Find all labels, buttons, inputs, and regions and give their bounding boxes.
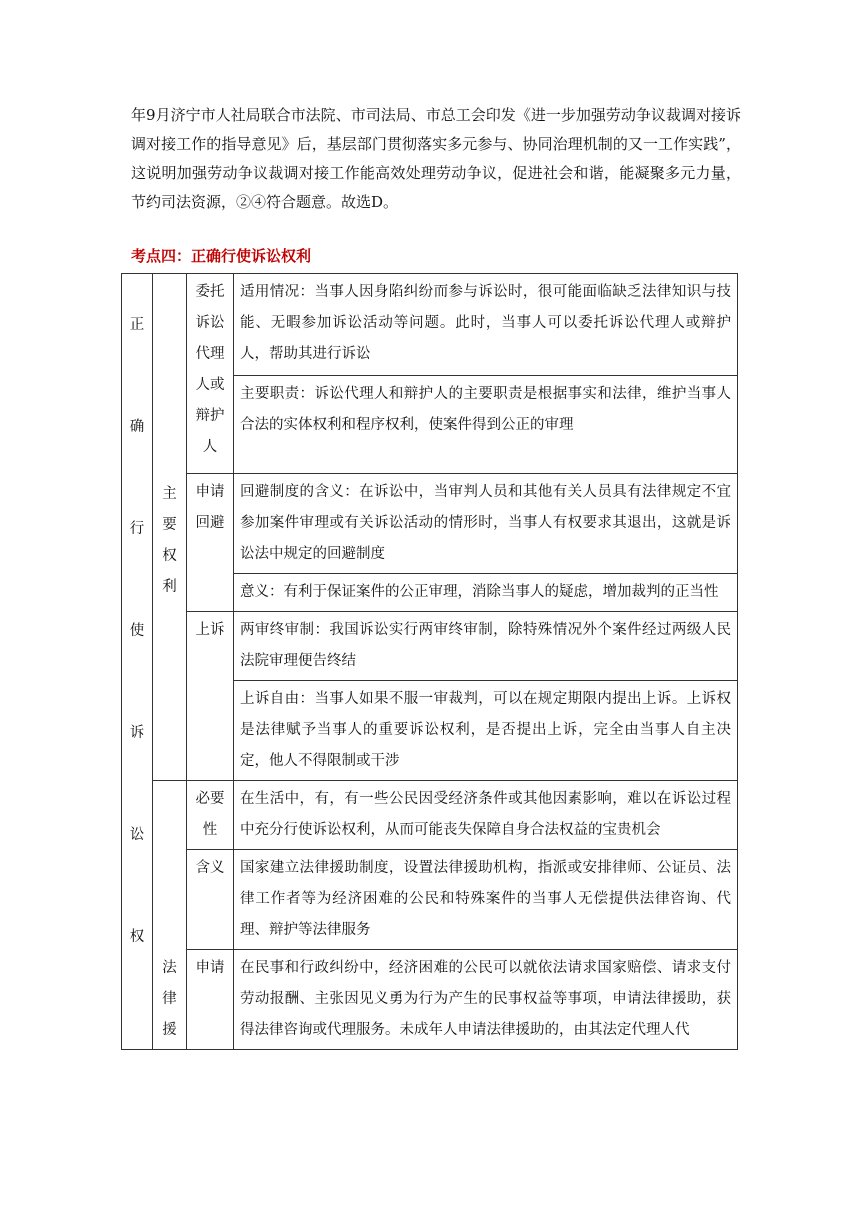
legal-aid-char: 援	[162, 1022, 177, 1038]
appeal-label-text: 上诉	[195, 622, 225, 638]
necessity-text: 在生活中，有，有一些公民因受经济条件或其他因素影响，难以在诉讼过程中充分行使诉讼权利，从而可能丧失保障自身合法权益的宝贵机会	[240, 791, 731, 838]
col1-char: 正	[129, 317, 145, 333]
appeal-freedom-cell	[234, 681, 738, 781]
apply-text: 在民事和行政纠纷中，经济困难的公民可以就依法请求国家赔偿、请求支付劳动报酬、主张因见义勇为行为产生的民事权益等事项，申请法律援助，获得法律咨询或代理服务。未成年人申请法律援助的，由其法定代理人代	[240, 960, 731, 1038]
entrust-label-line: 辩护	[195, 408, 225, 424]
entrust-applicable-cell	[234, 274, 738, 376]
recusal-label-line: 申请	[195, 484, 225, 500]
recusal-definition-text: 回避制度的含义：在诉讼中，当审判人员和其他有关人员具有法律规定不宜参加案件审理或有关诉讼活动的情形时，当事人有权要求其退出，这就是诉讼法中规定的回避制度	[240, 484, 731, 562]
two-instance-cell	[234, 612, 738, 681]
necessity-cell	[234, 781, 738, 850]
meaning-label-text: 含义	[195, 860, 225, 876]
recusal-label-line: 回避	[195, 515, 225, 531]
main-rights-char: 权	[162, 548, 177, 564]
main-rights-char: 要	[162, 517, 177, 533]
entrust-label-line: 人	[202, 439, 218, 455]
recusal-definition-cell	[234, 474, 738, 574]
necessity-label	[187, 781, 234, 850]
meaning-text: 国家建立法律援助制度，设置法律援助机构，指派或安排律师、公证员、法律工作者等为经济困难的公民和特殊案件的当事人无偿提供法律咨询、代理、辩护等法律服务	[240, 860, 731, 938]
main-rights-char: 利	[162, 579, 177, 595]
section-heading: 考点四：正确行使诉讼权利	[131, 247, 312, 265]
recusal-label	[187, 474, 234, 612]
col1-char: 使	[129, 623, 145, 639]
legal-aid-char: 律	[162, 991, 177, 1007]
entrust-duty-cell	[234, 376, 738, 474]
apply-label-text: 申请	[195, 960, 225, 976]
intro-paragraph: 年9月济宁市人社局联合市法院、市司法局、市总工会印发《进一步加强劳动争议裁调对接诉调对接工作的指导意见》后，基层部门贯彻落实多元参与、协同治理机制的又一工作实践”，这说明加强劳动争议裁调对接工作能高效处理劳动争议，促进社会和谐，能凝聚多元力量，节约司法资源，②④符合题意。故选D。	[131, 106, 741, 211]
two-instance-text: 两审终审制：我国诉讼实行两审终审制，除特殊情况外个案件经过两级人民法院审理便告终结	[240, 622, 731, 669]
necessity-label-line: 必要	[195, 791, 225, 807]
appeal-freedom-text: 上诉自由：当事人如果不服一审裁判，可以在规定期限内提出上诉。上诉权是法律赋予当事人的重要诉讼权利，是否提出上诉，完全由当事人自主决定，他人不得限制或干涉	[240, 691, 731, 769]
main-rights-label	[153, 274, 187, 781]
entrust-agent-label	[187, 274, 234, 474]
entrust-label-line: 委托	[195, 284, 225, 300]
apply-label	[187, 950, 234, 1050]
main-rights-char: 主	[162, 486, 177, 502]
recusal-significance-text: 意义：有利于保证案件的公正审理，消除当事人的疑虑，增加裁判的正当性	[240, 584, 719, 600]
rights-table	[121, 273, 738, 1050]
legal-aid-label	[153, 781, 187, 1050]
entrust-label-line: 代理	[195, 346, 225, 362]
column-label-correct-exercise	[122, 274, 153, 1050]
meaning-label	[187, 850, 234, 950]
entrust-label-line: 诉讼	[195, 315, 225, 331]
col1-char: 诉	[129, 725, 145, 741]
meaning-cell	[234, 850, 738, 950]
recusal-significance-cell	[234, 574, 738, 612]
col1-char: 行	[129, 521, 145, 537]
appeal-label	[187, 612, 234, 781]
entrust-applicable-text: 适用情况：当事人因身陷纠纷而参与诉讼时，很可能面临缺乏法律知识与技能、无暇参加诉讼活动等问题。此时，当事人可以委托诉讼代理人或辩护人，帮助其进行诉讼	[240, 284, 731, 362]
legal-aid-char: 法	[162, 960, 177, 976]
col1-char: 讼	[129, 827, 145, 843]
col1-char: 权	[129, 929, 145, 945]
necessity-label-line: 性	[202, 822, 218, 838]
entrust-duty-text: 主要职责：诉讼代理人和辩护人的主要职责是根据事实和法律，维护当事人合法的实体权利和程序权利，使案件得到公正的审理	[240, 386, 731, 433]
apply-cell	[234, 950, 738, 1050]
entrust-label-line: 人或	[195, 377, 225, 393]
col1-char: 确	[129, 419, 145, 435]
